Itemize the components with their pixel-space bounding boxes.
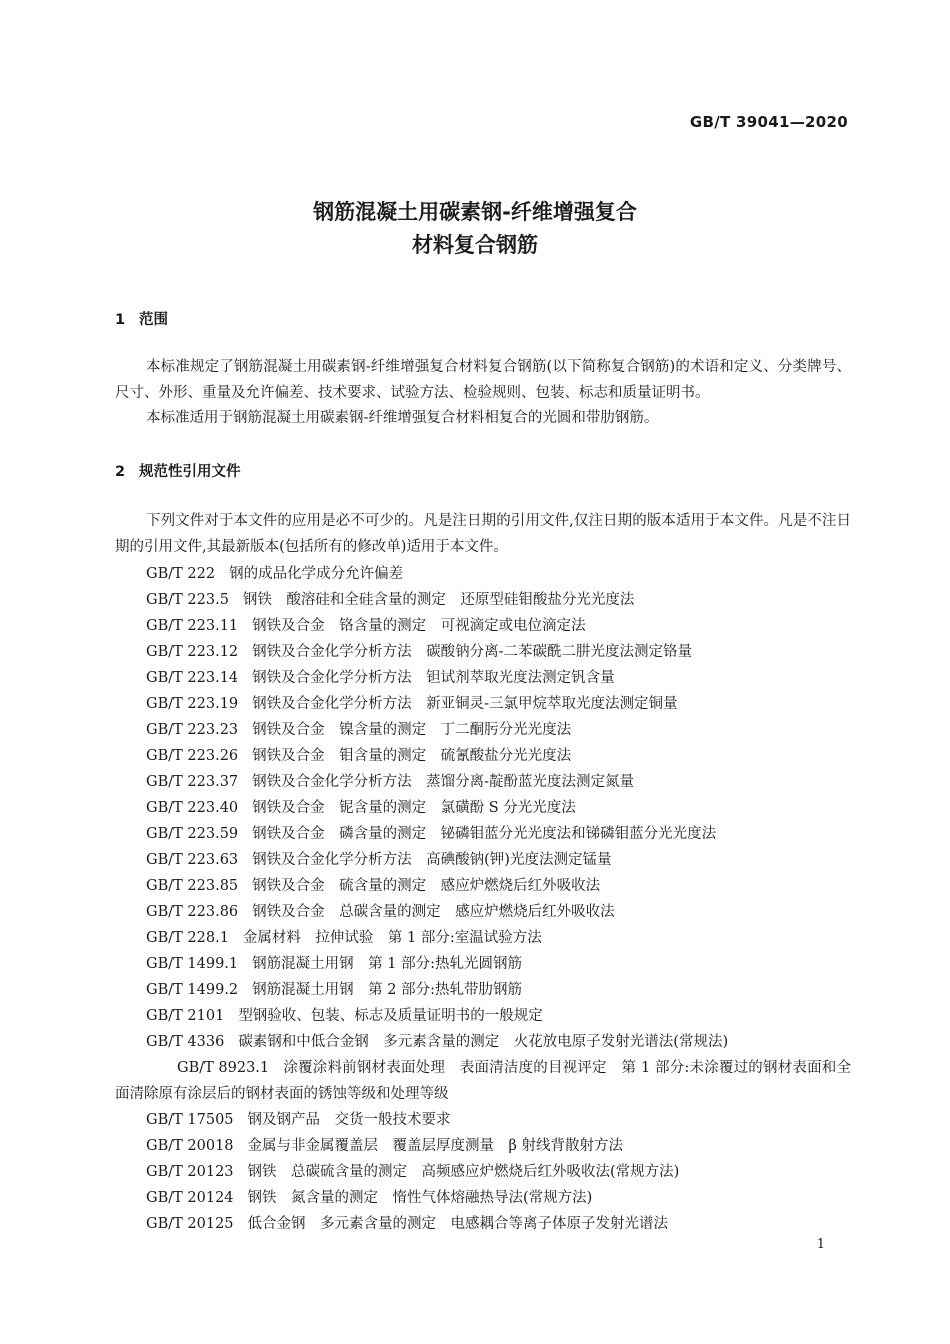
reference-item (115, 821, 851, 847)
reference-code: GB/T 1499.1 (146, 956, 239, 972)
reference-code: GB/T 20018 (146, 1138, 234, 1154)
title-line-1: 钢筋混凝土用碳素钢-纤维增强复合 (313, 200, 637, 224)
reference-code: GB/T 223.63 (146, 852, 239, 868)
reference-code: GB/T 223.5 (146, 592, 229, 608)
reference-title: 钢铁 总碳硫含量的测定 高频感应炉燃烧后红外吸收法(常规方法) (247, 1164, 680, 1180)
reference-code: GB/T 223.26 (146, 748, 239, 764)
reference-title: 钢铁及合金化学分析方法 新亚铜灵-三氯甲烷萃取光度法测定铜量 (252, 696, 678, 712)
reference-title: 钢铁及合金化学分析方法 碳酸钠分离-二苯碳酰二肼光度法测定铬量 (252, 644, 693, 660)
reference-title: 金属材料 拉伸试验 第 1 部分:室温试验方法 (242, 930, 542, 946)
reference-item (115, 1211, 851, 1237)
normative-references-list (115, 561, 851, 1237)
reference-code: GB/T 228.1 (146, 930, 229, 946)
reference-item (115, 769, 851, 795)
page-number: 1 (816, 1237, 825, 1252)
reference-title: 钢铁及合金 镍含量的测定 丁二酮肟分光光度法 (252, 722, 572, 738)
reference-title: 型钢验收、包装、标志及质量证明书的一般规定 (238, 1008, 543, 1024)
reference-title: 金属与非金属覆盖层 覆盖层厚度测量 β 射线背散射方法 (247, 1138, 624, 1154)
reference-item (115, 847, 851, 873)
reference-title: 钢筋混凝土用钢 第 1 部分:热轧光圆钢筋 (252, 956, 522, 972)
reference-title: 钢铁及合金 总碳含量的测定 感应炉燃烧后红外吸收法 (252, 904, 615, 920)
reference-title: 钢铁及合金 硫含量的测定 感应炉燃烧后红外吸收法 (252, 878, 601, 894)
reference-code: GB/T 223.40 (146, 800, 239, 816)
section-2-heading (115, 460, 241, 481)
reference-title: 钢铁 氮含量的测定 惰性气体熔融热导法(常规方法) (247, 1190, 593, 1206)
reference-code: GB/T 223.12 (146, 644, 239, 660)
reference-item (115, 795, 851, 821)
document-title (0, 196, 950, 262)
reference-item (115, 977, 851, 1003)
reference-code: GB/T 223.37 (146, 774, 239, 790)
reference-title: 钢及钢产品 交货一般技术要求 (247, 1112, 451, 1128)
reference-code: GB/T 222 (146, 566, 216, 582)
reference-title: 钢铁及合金 铌含量的测定 氯磺酚 S 分光光度法 (252, 800, 576, 816)
reference-item (115, 951, 851, 977)
reference-code: GB/T 223.14 (146, 670, 239, 686)
reference-item (115, 1159, 851, 1185)
reference-item (115, 639, 851, 665)
reference-title: 钢的成品化学成分允许偏差 (229, 566, 404, 582)
reference-code: GB/T 20125 (146, 1216, 234, 1232)
reference-code: GB/T 4336 (146, 1034, 225, 1050)
section-1-number: 1 (115, 312, 126, 328)
reference-code: GB/T 223.85 (146, 878, 239, 894)
reference-item (115, 925, 851, 951)
section-1-paragraph-2: 本标准适用于钢筋混凝土用碳素钢-纤维增强复合材料相复合的光圆和带肋钢筋。 (146, 410, 659, 426)
reference-code: GB/T 223.86 (146, 904, 239, 920)
reference-code: GB/T 8923.1 (177, 1060, 270, 1076)
reference-title: 钢筋混凝土用钢 第 2 部分:热轧带肋钢筋 (252, 982, 522, 998)
reference-item (115, 743, 851, 769)
standard-code: GB/T 39041—2020 (689, 113, 848, 131)
reference-title: 碳素钢和中低合金钢 多元素含量的测定 火花放电原子发射光谱法(常规法) (238, 1034, 729, 1050)
reference-item (115, 1185, 851, 1211)
section-2-title: 规范性引用文件 (139, 464, 241, 480)
reference-code: GB/T 17505 (146, 1112, 234, 1128)
section-1-paragraph-1: 本标准规定了钢筋混凝土用碳素钢-纤维增强复合材料复合钢筋(以下简称复合钢筋)的术语和定义、分类牌号、尺寸、外形、重量及允许偏差、技术要求、试验方法、检验规则、包装、标志和质量证明书。 (115, 359, 851, 401)
reference-item (115, 613, 851, 639)
reference-title: 钢铁及合金化学分析方法 钽试剂萃取光度法测定钒含量 (252, 670, 615, 686)
reference-item (115, 561, 851, 587)
reference-title: 钢铁及合金 磷含量的测定 铋磷钼蓝分光光度法和锑磷钼蓝分光光度法 (252, 826, 717, 842)
reference-code: GB/T 223.59 (146, 826, 239, 842)
reference-item (115, 587, 851, 613)
section-1-title: 范围 (139, 312, 168, 328)
reference-item (115, 1107, 851, 1133)
reference-title: 钢铁及合金化学分析方法 高碘酸钠(钾)光度法测定锰量 (252, 852, 612, 868)
reference-title: 涂覆涂料前钢材表面处理 表面清洁度的目视评定 第 1 部分:未涂覆过的钢材表面和全面清除原有涂层后的钢材表面的锈蚀等级和处理等级 (115, 1060, 851, 1102)
section-2-intro: 下列文件对于本文件的应用是必不可少的。凡是注日期的引用文件,仅注日期的版本适用于本文件。凡是不注日期的引用文件,其最新版本(包括所有的修改单)适用于本文件。 (115, 513, 851, 555)
reference-item (115, 1003, 851, 1029)
reference-code: GB/T 20123 (146, 1164, 234, 1180)
reference-code: GB/T 223.23 (146, 722, 239, 738)
reference-item (115, 717, 851, 743)
reference-item (115, 899, 851, 925)
reference-item (115, 691, 851, 717)
section-2-number: 2 (115, 464, 126, 480)
title-line-2: 材料复合钢筋 (412, 233, 538, 257)
reference-item (115, 665, 851, 691)
reference-title: 低合金钢 多元素含量的测定 电感耦合等离子体原子发射光谱法 (247, 1216, 669, 1232)
reference-title: 钢铁 酸溶硅和全硅含量的测定 还原型硅钼酸盐分光光度法 (242, 592, 635, 608)
reference-title: 钢铁及合金 钼含量的测定 硫氰酸盐分光光度法 (252, 748, 572, 764)
reference-code: GB/T 223.19 (146, 696, 239, 712)
reference-code: GB/T 2101 (146, 1008, 225, 1024)
reference-item (115, 1055, 851, 1107)
reference-code: GB/T 1499.2 (146, 982, 239, 998)
reference-item (115, 1029, 851, 1055)
reference-title: 钢铁及合金化学分析方法 蒸馏分离-靛酚蓝光度法测定氮量 (252, 774, 635, 790)
reference-code: GB/T 223.11 (146, 618, 239, 634)
reference-code: GB/T 20124 (146, 1190, 234, 1206)
section-1-heading (115, 308, 168, 329)
reference-item (115, 1133, 851, 1159)
reference-item (115, 873, 851, 899)
reference-title: 钢铁及合金 铬含量的测定 可视滴定或电位滴定法 (252, 618, 586, 634)
